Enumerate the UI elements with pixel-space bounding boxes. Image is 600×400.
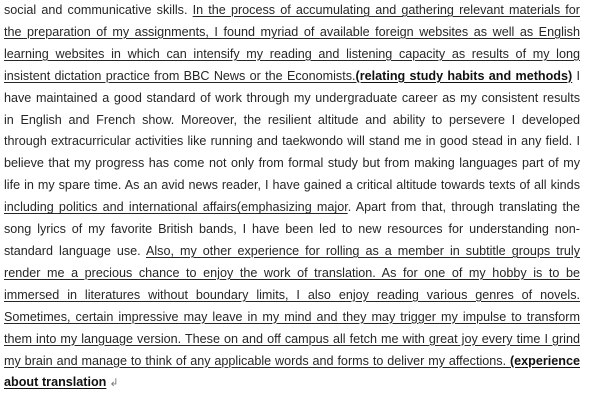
text-segment: I have maintained a good standard of work through my undergraduate career as my consistent results in English and French show. Moreover, the resilient altitude and ability to persevere I developed through extracurricular activities like running and taekwondo will stand me in good stead in any field. I believe that my progress has come not only from formal study but from making languages part of my life in my spare time. As an avid news reader, I have gained a critical altitude towards texts of all kinds: [4, 68, 580, 193]
bold-annotation-translation: (experience about translation: [4, 353, 580, 390]
text-segment: social and communicative skills.: [4, 3, 193, 17]
underlined-text-segment: In the process of accumulating and gathering relevant materials for the preparation of my assignments, I found myriad of available foreign websites as well as English learning websites in which can intensify my reading and listening capacity as results of my long insistent dictation practice from BBC News or the Economists.: [4, 3, 580, 83]
paragraph-mark-icon: ↲: [109, 377, 119, 390]
bold-annotation-study-habits: (relating study habits and methods): [355, 68, 573, 83]
document-paragraph: [4, 0, 580, 395]
underlined-text-segment: Also, my other experience for rolling as a member in subtitle groups truly render me a precious chance to enjoy the work of translation. As for one of my hobby is to be immersed in literatures without boundary limits, I also enjoy reading various genres of novels. Sometimes, certain impressive may leave in my mind and they may trigger my impulse to transform them into my language version. These on and off campus all fetch me with great joy every time I grind my brain and manage to think of any applicable words and forms to deliver my affections.: [4, 243, 581, 368]
underlined-text-segment: including politics and international affairs(emphasizing major: [4, 200, 348, 215]
text-segment: . Apart from that, through translating the song lyrics of my favorite British bands, I have been led to new resources for understanding non-standard language use.: [4, 200, 580, 258]
